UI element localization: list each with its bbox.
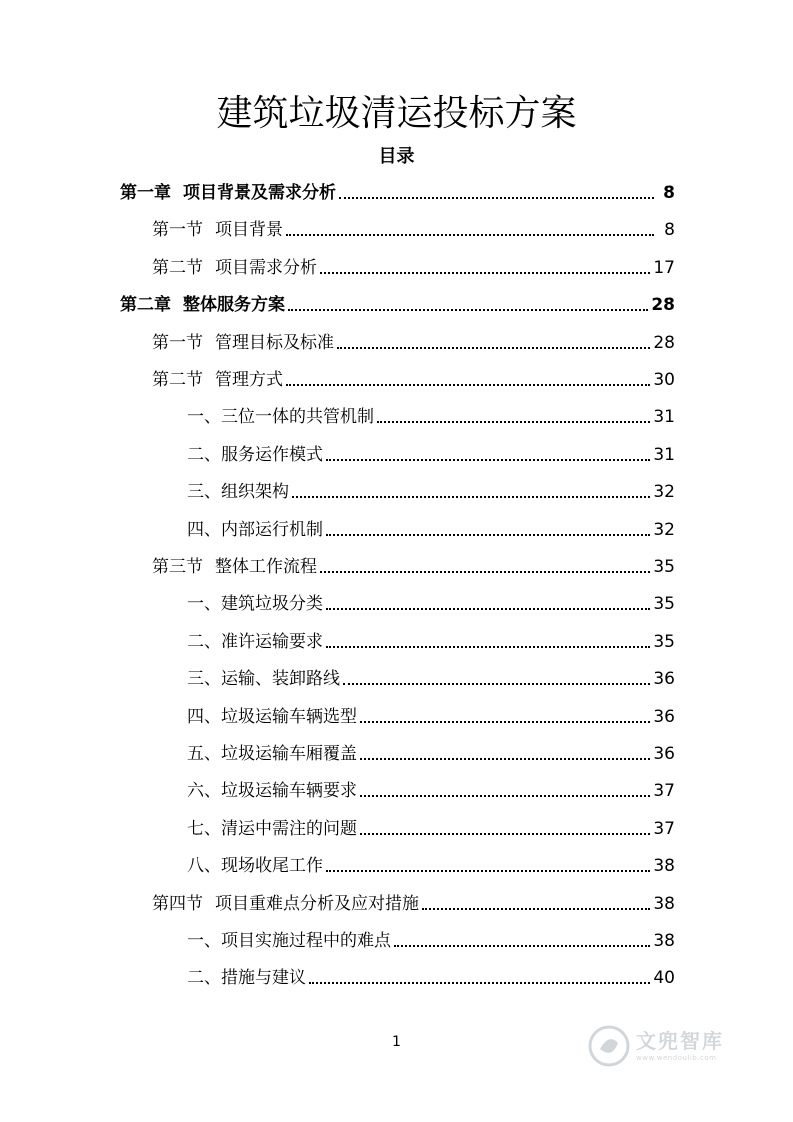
toc-entry-title: 清运中需注的问题 <box>221 818 357 839</box>
toc-entry[interactable] <box>152 554 675 580</box>
toc-entry-page: 32 <box>653 482 675 503</box>
toc-entry-page: 28 <box>651 295 675 316</box>
toc-entry-number: 一、 <box>187 931 221 951</box>
toc-entry-number: 第四节 <box>152 893 203 914</box>
toc-dot-leader <box>286 384 650 386</box>
toc-entry-page: 8 <box>663 183 675 203</box>
toc-dot-leader <box>360 833 650 835</box>
toc-entry-number: 三、 <box>187 482 221 503</box>
toc-entry-page: 35 <box>653 631 675 652</box>
toc-entry-title: 三位一体的共管机制 <box>221 407 374 428</box>
toc-entry-page: 38 <box>653 931 675 951</box>
toc-entry[interactable] <box>152 255 675 281</box>
toc-entry-title: 内部运行机制 <box>221 519 323 540</box>
toc-dot-leader <box>326 534 650 536</box>
toc-entry-number: 八、 <box>187 856 221 877</box>
toc-dot-leader <box>326 646 650 648</box>
toc-dot-leader <box>360 721 650 723</box>
toc-entry-title: 建筑垃圾分类 <box>221 594 323 615</box>
toc-entry[interactable] <box>187 404 675 430</box>
toc-entry-number: 三、 <box>187 669 221 690</box>
toc-dot-leader <box>320 571 650 573</box>
toc-entry-title: 管理方式 <box>215 370 283 390</box>
toc-entry-page: 35 <box>653 594 675 615</box>
toc-entry[interactable] <box>187 629 675 655</box>
toc-dot-leader <box>360 758 650 760</box>
toc-entry-title: 项目实施过程中的难点 <box>221 931 391 951</box>
toc-entry[interactable] <box>187 853 675 879</box>
page-number: 1 <box>392 1034 401 1050</box>
toc-entry-title: 运输、装卸路线 <box>221 669 340 690</box>
toc-entry-title: 项目背景及需求分析 <box>183 183 336 203</box>
toc-entry-page: 37 <box>653 818 675 839</box>
toc-entry[interactable] <box>187 517 675 543</box>
toc-entry-number: 第二章 <box>120 295 171 316</box>
watermark <box>588 1020 758 1072</box>
toc-entry-title: 准许运输要求 <box>221 631 323 652</box>
toc-entry-number: 一、 <box>187 407 221 428</box>
toc-entry[interactable] <box>187 741 675 767</box>
toc-entry-page: 31 <box>653 444 675 465</box>
toc-entry-number: 一、 <box>187 594 221 615</box>
toc-entry-number: 第三节 <box>152 557 203 577</box>
toc-entry[interactable] <box>187 666 675 692</box>
watermark-brand: 文兜智库 <box>636 1029 724 1053</box>
toc-dot-leader <box>288 309 648 311</box>
toc-entry-page: 35 <box>653 557 675 577</box>
toc-entry-number: 二、 <box>187 631 221 652</box>
document-title: 建筑垃圾清运投标方案 <box>216 93 577 134</box>
toc-dot-leader <box>286 234 654 236</box>
toc-entry[interactable] <box>187 928 675 954</box>
toc-entry-page: 36 <box>653 744 675 764</box>
toc-dot-leader <box>326 870 650 872</box>
toc-entry-page: 40 <box>653 968 675 989</box>
toc-entry-title: 服务运作模式 <box>221 444 323 465</box>
toc-entry-number: 第二节 <box>152 257 203 278</box>
toc-entry[interactable] <box>152 891 675 917</box>
toc-entry-number: 四、 <box>187 519 221 540</box>
toc-dot-leader <box>337 347 650 349</box>
toc-dot-leader <box>422 908 650 910</box>
toc-entry-number: 二、 <box>187 968 221 989</box>
toc-entry-page: 32 <box>653 519 675 540</box>
toc-entry-title: 垃圾运输车厢覆盖 <box>221 744 357 764</box>
toc-heading: 目录 <box>378 146 415 167</box>
toc-entry[interactable] <box>152 330 675 356</box>
toc-entry-page: 37 <box>653 781 675 802</box>
toc-entry-title: 项目重难点分析及应对措施 <box>215 893 419 914</box>
toc-entry-number: 第一章 <box>120 183 171 203</box>
toc-entry-number: 六、 <box>187 781 221 802</box>
toc-entry-title: 整体工作流程 <box>215 557 317 577</box>
toc-entry[interactable] <box>120 292 675 318</box>
toc-entry-number: 第一节 <box>152 332 203 353</box>
toc-entry-title: 垃圾运输车辆要求 <box>221 781 357 802</box>
toc-entry[interactable] <box>152 367 675 393</box>
toc-entry-number: 第二节 <box>152 370 203 390</box>
toc-entry-number: 第一节 <box>152 220 203 241</box>
watermark-url: www.wendoulib.com <box>636 1054 717 1062</box>
toc-entry[interactable] <box>187 704 675 730</box>
toc-dot-leader <box>377 421 650 423</box>
toc-entry-page: 28 <box>653 332 675 353</box>
wendou-logo-icon <box>588 1025 630 1067</box>
toc-entry-number: 二、 <box>187 444 221 465</box>
toc-entry-page: 8 <box>664 220 675 241</box>
toc-entry-page: 38 <box>653 893 675 914</box>
toc-entry[interactable] <box>187 591 675 617</box>
toc-entry[interactable] <box>187 479 675 505</box>
toc-entry-page: 30 <box>653 370 675 390</box>
toc-entry-title: 组织架构 <box>221 482 289 503</box>
toc-dot-leader <box>309 982 650 984</box>
toc-entry-title: 垃圾运输车辆选型 <box>221 706 357 727</box>
toc-entry-title: 项目背景 <box>215 220 283 241</box>
toc-entry[interactable] <box>187 816 675 842</box>
toc-dot-leader <box>360 795 650 797</box>
toc-entry-number: 五、 <box>187 744 221 764</box>
toc-entry[interactable] <box>120 180 675 206</box>
toc-entry-title: 项目需求分析 <box>215 257 317 278</box>
toc-entry-number: 七、 <box>187 818 221 839</box>
toc-dot-leader <box>394 945 650 947</box>
toc-entry[interactable] <box>187 965 675 991</box>
toc-dot-leader <box>326 459 650 461</box>
toc-entry-title: 现场收尾工作 <box>221 856 323 877</box>
toc-dot-leader <box>320 272 650 274</box>
toc-dot-leader <box>326 608 650 610</box>
toc-entry-title: 措施与建议 <box>221 968 306 989</box>
toc-dot-leader <box>343 683 650 685</box>
toc-entry[interactable] <box>152 217 675 243</box>
toc-entry-page: 36 <box>653 706 675 727</box>
toc-entry-page: 38 <box>653 856 675 877</box>
toc-entry-number: 四、 <box>187 706 221 727</box>
toc-entry-page: 36 <box>653 669 675 690</box>
toc-entry[interactable] <box>187 442 675 468</box>
toc-dot-leader <box>339 197 654 199</box>
toc-entry[interactable] <box>187 778 675 804</box>
toc-entry-title: 管理目标及标准 <box>215 332 334 353</box>
toc-entry-page: 17 <box>653 257 675 278</box>
toc-entry-title: 整体服务方案 <box>183 295 285 316</box>
toc-dot-leader <box>292 496 650 498</box>
toc-entry-page: 31 <box>653 407 675 428</box>
